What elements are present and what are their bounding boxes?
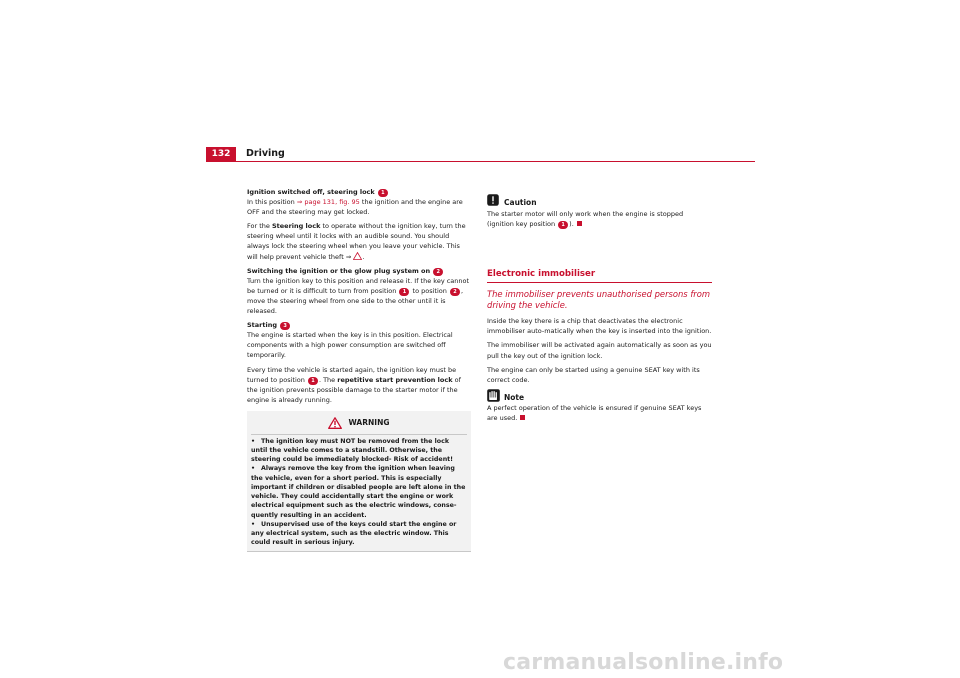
page-reference-link[interactable]: ⇒ page 131, fig. 95	[296, 198, 360, 207]
ignition-off-text: In this position ⇒ page 131, fig. 95 the ignition and the engine are OFF and the steering may get locked.	[247, 198, 463, 217]
position-badge: 3	[280, 322, 290, 330]
end-marker-icon	[520, 415, 525, 420]
bullet-icon: •	[251, 465, 256, 473]
position-badge: 1	[308, 377, 318, 385]
warning-box	[247, 411, 471, 552]
ignition-off-heading: Ignition switched off, steering lock 1	[247, 187, 471, 197]
immobiliser-subtitle: The immobiliser prevents unauthorised persons from driving the vehicle.	[487, 289, 711, 311]
page-number: 132	[206, 147, 236, 161]
caution-header	[487, 192, 712, 208]
right-column	[487, 192, 712, 423]
section-title: Driving	[246, 148, 285, 159]
note-icon	[487, 389, 500, 402]
warning-triangle-icon	[353, 252, 362, 260]
immobiliser-text-3: The engine can only be started using a genuine SEAT key with its correct code.	[487, 365, 700, 384]
position-badge: 1	[399, 288, 409, 296]
warning-item: • Always remove the key from the ignition when leaving the vehicle, even for a short period. This is especially important if children or disabled people are left alone in the vehicle. They could accidentally start the engine or work electrical equipment such as the electric windows, conse-quently resulting in an accident.	[251, 465, 466, 519]
left-column	[247, 187, 471, 552]
position-badge: 2	[450, 288, 460, 296]
warning-divider	[251, 434, 467, 435]
warning-title: WARNING	[348, 417, 390, 427]
warning-item: • The ignition key must NOT be removed from the lock until the vehicle comes to a standstill. Otherwise, the steering could be immediately blocked- Risk of accident!	[251, 437, 454, 464]
position-badge: 1	[378, 189, 388, 197]
bullet-icon: •	[251, 437, 256, 445]
note-title: Note	[504, 392, 525, 402]
warning-header	[251, 413, 467, 433]
immobiliser-title: Electronic immobiliser	[487, 269, 596, 280]
watermark: carmanualsonline.info	[503, 650, 784, 675]
ignition-on-heading: Switching the ignition or the glow plug system on 2	[247, 266, 471, 276]
starting-text-1: The engine is started when the key is in this position. Electrical components with a high power consumption are switched off temporarily.	[247, 331, 453, 360]
end-marker-icon	[577, 221, 582, 226]
header-rule	[206, 161, 755, 162]
note-text: A perfect operation of the vehicle is ensured if genuine SEAT keys are used.	[487, 403, 702, 423]
ignition-on-text: Turn the ignition key to this position and release it. If the key cannot be turned or it is difficult to turn from position 1 to position 2 , move the steering wheel from one side to the other until it is released.	[247, 276, 470, 316]
section-rule	[487, 282, 712, 283]
note-header	[487, 389, 712, 403]
steering-lock-text: For the Steering lock to operate without the ignition key, turn the steering wheel until it locks with an audible sound. You should always lock the steering wheel when you leave your vehicle. This will help prevent vehicle theft ⇒ .	[247, 222, 466, 261]
immobiliser-text-2: The immobiliser will be activated again automatically as soon as you pull the key out of the ignition lock.	[487, 341, 712, 360]
immobiliser-text-1: Inside the key there is a chip that deactivates the electronic immobiliser auto-matically when the key is inserted into the ignition.	[487, 317, 712, 336]
starting-heading: Starting 3	[247, 320, 471, 330]
starting-text-2: Every time the vehicle is started again, the ignition key must be turned to position 1 . The repetitive start prevention lock of the ignition prevents possible damage to the starter motor if the engine is already running.	[247, 365, 461, 404]
caution-text: The starter motor will only work when the engine is stopped (ignition key position 1 ).	[487, 210, 684, 229]
warning-triangle-icon	[328, 417, 342, 429]
warning-item: • Unsupervised use of the keys could start the engine or any electrical system, such as the electric window. This could result in serious injury.	[251, 520, 457, 547]
position-badge: 1	[558, 221, 568, 229]
bullet-icon: •	[251, 520, 256, 528]
position-badge: 2	[433, 268, 443, 276]
caution-icon	[487, 194, 499, 206]
caution-title: Caution	[504, 198, 537, 207]
